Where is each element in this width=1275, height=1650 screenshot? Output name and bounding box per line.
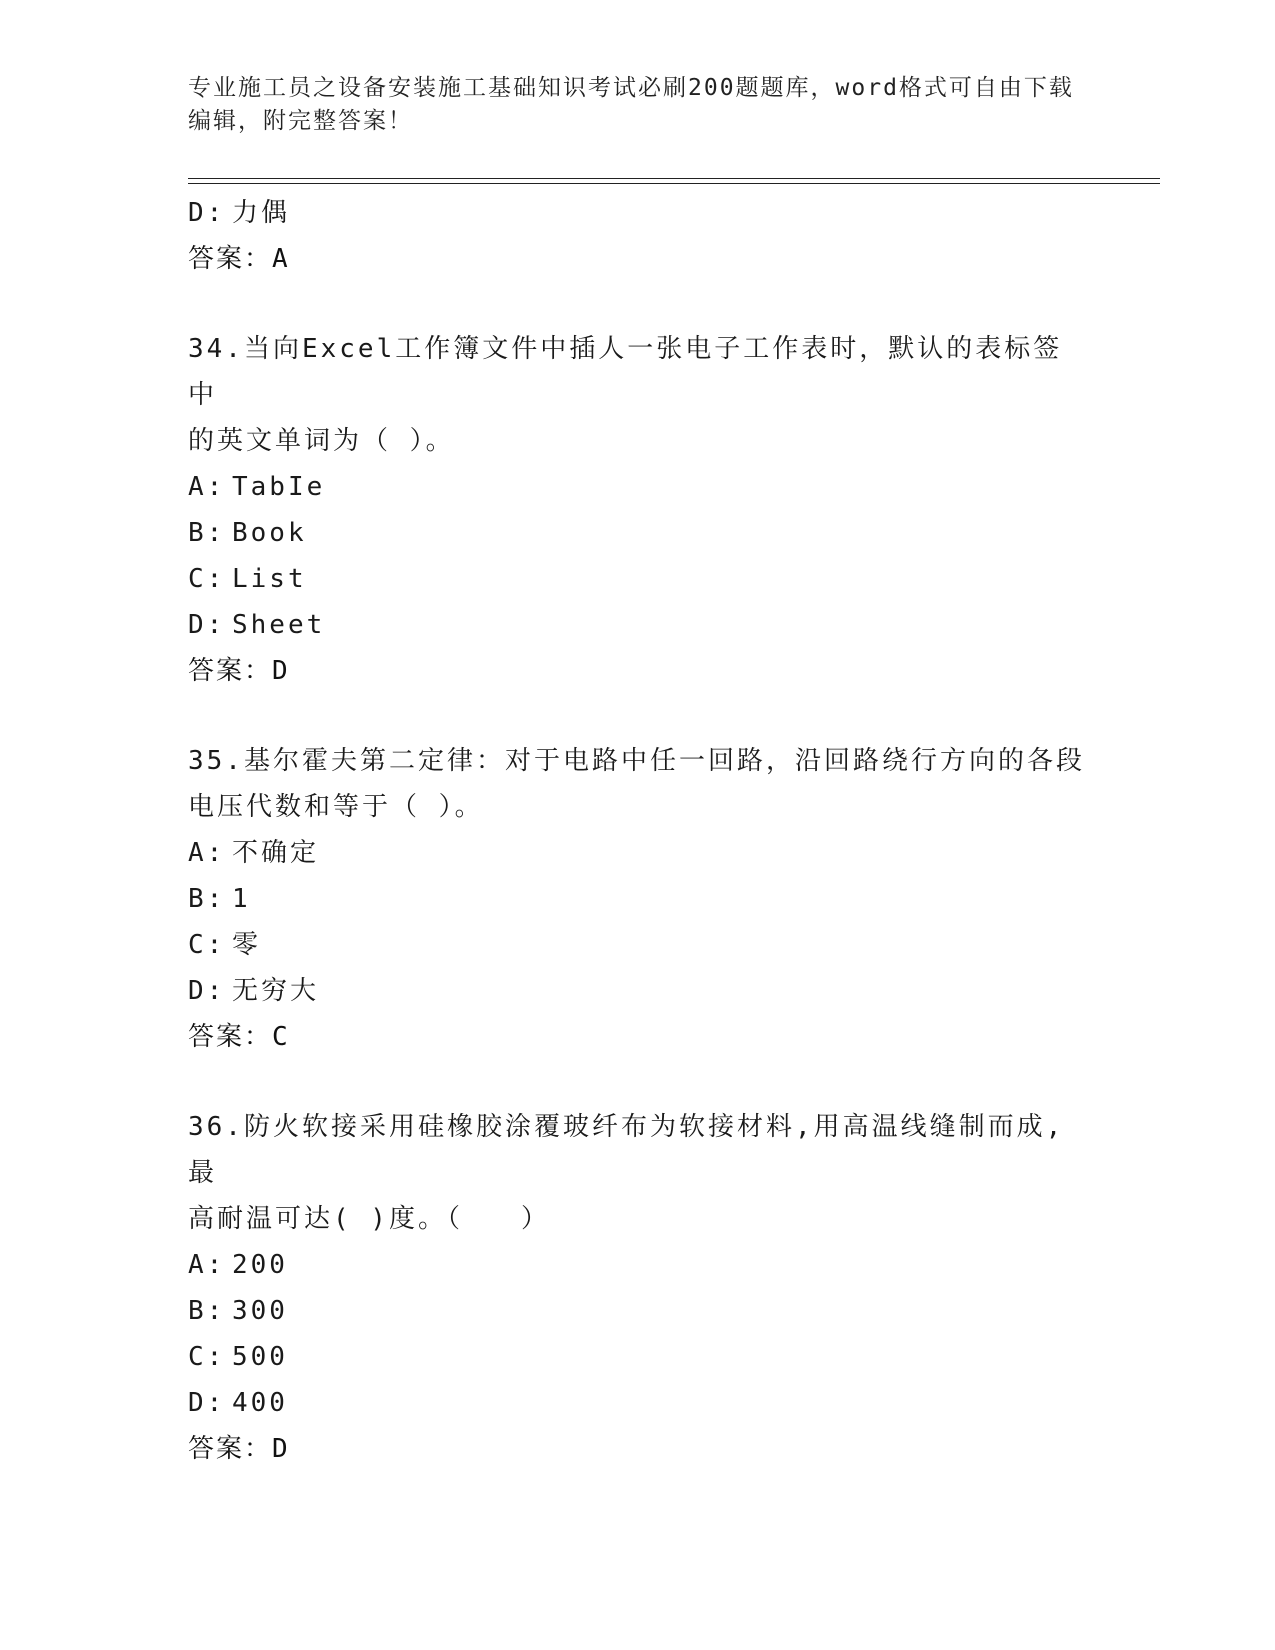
previous-question-tail [188, 190, 1088, 282]
option-text: 力偶 [232, 198, 291, 228]
option-label: D: [188, 976, 226, 1006]
question-line-2: 的英文单词为（ ）。 [188, 426, 455, 456]
question-line-1: 35.基尔霍夫第二定律：对于电路中任一回路，沿回路绕行方向的各段 [188, 746, 1085, 776]
question-line-1: 34.当向Excel工作簿文件中插人一张电子工作表时，默认的表标签中 [188, 334, 1063, 410]
question-line-2: 电压代数和等于（ ）。 [188, 792, 484, 822]
option-text: 500 [232, 1342, 288, 1372]
option-label: C: [188, 1342, 226, 1372]
question-line-1: 36.防火软接采用硅橡胶涂覆玻纤布为软接材料,用高温线缝制而成,最 [188, 1112, 1065, 1188]
question-text [188, 326, 1088, 464]
option-text: 300 [232, 1296, 288, 1326]
page-header [188, 72, 1088, 138]
option-label: A: [188, 472, 226, 502]
answer-value: D [272, 1434, 290, 1464]
question-text [188, 1104, 1088, 1242]
option-label: C: [188, 564, 226, 594]
header-divider [188, 178, 1160, 184]
header-line-2: 编辑，附完整答案！ [188, 108, 413, 134]
answer-value: C [272, 1022, 290, 1052]
question-text [188, 738, 1088, 830]
option-b [188, 876, 1088, 922]
option-text: 200 [232, 1250, 288, 1280]
option-text: 无穷大 [232, 976, 320, 1006]
option-text: List [232, 564, 307, 594]
question-35 [188, 738, 1088, 1060]
question-line-2: 高耐温可达( )度。（ ） [188, 1204, 550, 1234]
answer-label: 答案： [188, 1434, 273, 1464]
option-c [188, 556, 1088, 602]
answer-value: D [272, 656, 290, 686]
option-c [188, 922, 1088, 968]
question-list [188, 190, 1088, 1472]
option-b [188, 1288, 1088, 1334]
option-label: A: [188, 1250, 226, 1280]
answer-label: 答案： [188, 1022, 273, 1052]
answer-label: 答案： [188, 656, 273, 686]
option-text: 1 [232, 884, 251, 914]
option-label: D: [188, 198, 226, 228]
answer-line [188, 1014, 1088, 1060]
option-d [188, 190, 1088, 236]
answer-label: 答案： [188, 244, 273, 274]
option-text: 零 [232, 930, 262, 960]
option-a [188, 830, 1088, 876]
option-a [188, 464, 1088, 510]
option-label: B: [188, 518, 226, 548]
answer-line [188, 1426, 1088, 1472]
option-d [188, 968, 1088, 1014]
option-text: TabIe [232, 472, 326, 502]
option-d [188, 602, 1088, 648]
answer-line [188, 236, 1088, 282]
question-36 [188, 1104, 1088, 1472]
option-a [188, 1242, 1088, 1288]
option-text: 400 [232, 1388, 288, 1418]
option-label: D: [188, 1388, 226, 1418]
option-label: B: [188, 1296, 226, 1326]
question-34 [188, 326, 1088, 694]
option-text: Book [232, 518, 307, 548]
option-label: D: [188, 610, 226, 640]
option-text: 不确定 [232, 838, 320, 868]
option-d [188, 1380, 1088, 1426]
header-line-1: 专业施工员之设备安装施工基础知识考试必刷200题题库，word格式可自由下载 [188, 75, 1074, 101]
option-label: B: [188, 884, 226, 914]
option-label: A: [188, 838, 226, 868]
option-b [188, 510, 1088, 556]
option-label: C: [188, 930, 226, 960]
option-c [188, 1334, 1088, 1380]
option-text: Sheet [232, 610, 326, 640]
answer-value: A [272, 244, 290, 274]
answer-line [188, 648, 1088, 694]
